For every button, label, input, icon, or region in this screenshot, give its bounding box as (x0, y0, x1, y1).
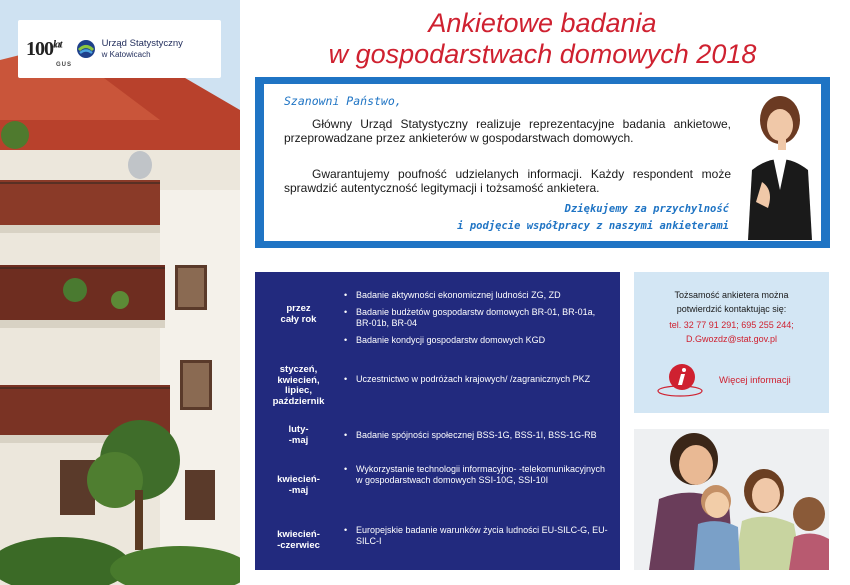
letter-frame (255, 77, 830, 248)
thanks-line-1: Dziękujemy za przychylność (564, 203, 729, 215)
contact-email[interactable]: D.Gwozdz@stat.gov.pl (685, 334, 777, 344)
period-line: przez (286, 303, 311, 314)
interviewer-photo (738, 90, 816, 240)
building-photo (0, 0, 240, 585)
survey-item: • Europejskie badanie warunków życia ludności EU-SILC-G, EU-SILC-I (344, 525, 612, 547)
logo-lat: lat (53, 37, 62, 50)
schedule-period (255, 365, 342, 407)
survey-item: • Wykorzystanie technologii informacyjno- -telekomunikacyjnych w gospodarstwach domowych SSI-10G, SSI-10I (344, 464, 612, 486)
title-line-2: w gospodarstwach domowych 2018 (328, 39, 757, 69)
family-photo (634, 429, 829, 570)
schedule-period (255, 530, 342, 551)
survey-schedule (255, 272, 620, 570)
schedule-items (344, 464, 612, 492)
contact-phones: tel. 32 77 91 291; 695 255 244; (669, 320, 794, 330)
period-line: -czerwiec (277, 539, 320, 551)
schedule-items (344, 525, 612, 553)
logo-card (18, 20, 221, 78)
more-info-link[interactable]: Więcej informacji (719, 375, 791, 386)
survey-item: • Badanie spójności społecznej BSS-1G, BSS-1I, BSS-1G-RB (344, 430, 612, 441)
schedule-items (344, 374, 612, 391)
page-title (255, 8, 830, 70)
title-line-1: Ankietowe badania (428, 8, 657, 38)
letter-paragraph-2: Gwarantujemy poufność udzielanych informacji. Każdy respondent może sprawdzić autentyczność legitymacji i tożsamość ankietera. (284, 167, 731, 195)
schedule-period (255, 304, 342, 325)
contact-details (634, 318, 829, 346)
schedule-period (255, 425, 342, 446)
info-icon[interactable] (656, 363, 710, 397)
office-logo-icon (76, 39, 96, 59)
survey-item: • Uczestnictwo w podróżach krajowych/ /zagranicznych PKZ (344, 374, 612, 385)
letter-greeting: Szanowni Państwo, (284, 94, 402, 108)
gus-100-logo (26, 37, 73, 68)
period-line: styczeń, (279, 364, 318, 375)
office-city-line: w Katowicach (101, 50, 151, 59)
period-line: lipiec, (285, 385, 312, 396)
letter-body (264, 84, 821, 241)
period-line: październik (272, 395, 325, 407)
contact-box (634, 272, 829, 413)
period-line: kwiecień- (277, 474, 320, 485)
logo-hundred: 100 (26, 37, 53, 60)
period-line: luty- (288, 424, 309, 435)
period-line: cały rok (280, 313, 317, 325)
office-name (102, 38, 183, 60)
period-line: kwiecień, (277, 374, 320, 386)
survey-item: • Badanie budżetów gospodarstw domowych BR-01, BR-01a, BR-01b, BR-04 (344, 307, 612, 329)
thanks-line-2: i podjęcie współpracy z naszymi ankieterami (457, 220, 729, 232)
office-name-line: Urząd Statystyczny (101, 38, 183, 49)
period-line: -maj (288, 434, 309, 446)
contact-line-1: Tożsamość ankietera można (674, 290, 789, 300)
period-line: -maj (288, 484, 309, 496)
letter-paragraph-1: Główny Urząd Statystyczny realizuje reprezentacyjne badania ankietowe, przeprowadzane przez ankieterów w gospodarstwach domowych. (284, 117, 731, 145)
contact-line-2: potwierdzić kontaktując się: (676, 304, 787, 314)
logo-gus: GUS (56, 61, 73, 68)
schedule-items (344, 290, 612, 352)
period-line: kwiecień- (277, 529, 320, 540)
schedule-period (255, 475, 342, 496)
survey-item: • Badanie aktywności ekonomicznej ludności ZG, ZD (344, 290, 612, 301)
letter-thanks (409, 201, 729, 235)
survey-item: • Badanie kondycji gospodarstw domowych KGD (344, 335, 612, 346)
schedule-items (344, 430, 612, 447)
contact-intro (634, 288, 829, 316)
